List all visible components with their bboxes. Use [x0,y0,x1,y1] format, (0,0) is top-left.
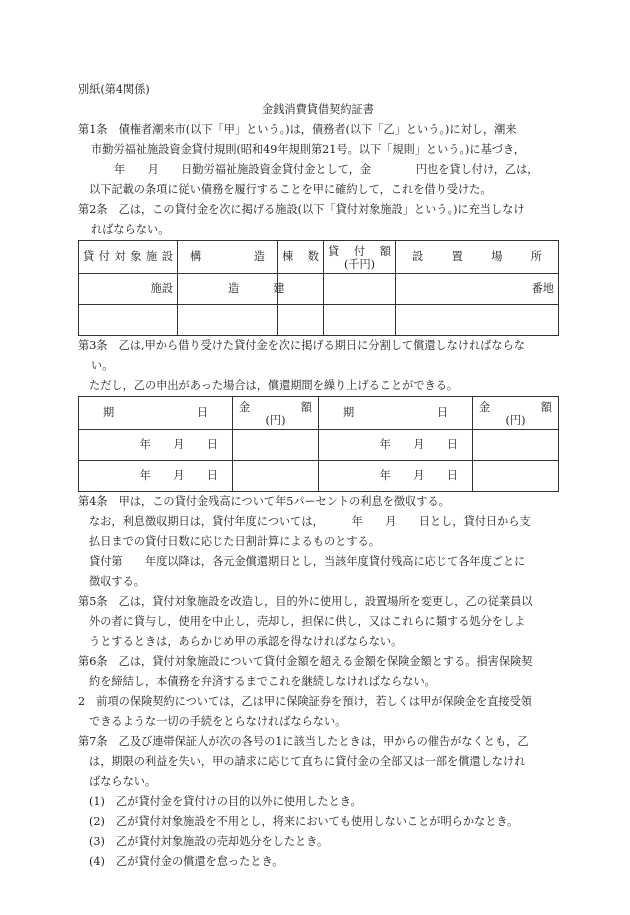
cell-amount [233,461,319,492]
facility-table-header [79,241,559,274]
article-3-line-3: ただし，乙の申出があった場合は，償還期間を繰り上げることができる。 [89,379,459,392]
article-4-line-3: 払日までの貸付日数に応じた日割計算によるものとする。 [89,535,380,548]
header-date-a: 期 [343,406,355,419]
article-1-line-3: 年 月 日勤労福祉施設資金貸付金として，金 円也を貸し付け，乙は， [114,163,539,176]
article-4-line-1: 第4条 甲は，この貸付金残高について年5パーセントの利息を徴収する。 [78,495,450,508]
cell-facility [79,305,178,336]
article-5-line-1: 第5条 乙は，貸付対象施設を改造し，目的外に使用し，設置場所を変更し，乙の従業員以 [78,595,533,608]
header-date-b: 日 [196,406,208,419]
header-amount [324,241,396,274]
document-title: 金銭消費貸借契約証書 [262,103,374,116]
article-7-line-2: は，期限の利益を失い，甲の請求に応じて直ちに貸付金の全部又は一部を償還しなけれ [89,755,526,768]
article-6-para-2-line-1: 2 前項の保険契約については，乙は甲に保険証券を預け，若しくは甲が保険金を直接受領 [78,695,532,708]
article-6-line-2: 約を締結し，本債務を弁済するまでこれを継続しなければならない。 [89,675,436,688]
facility-table-row [79,274,559,305]
header-location: 設 置 場 所 [396,241,559,274]
header-date-b: 日 [436,406,448,419]
header-amount-unit: (円) [505,414,526,427]
header-amount [233,397,319,430]
header-date-a: 期 [103,406,115,419]
article-7-line-1: 第7条 乙及び連帯保証人が次の各号の1に該当したときは，甲からの催告がなくとも，乙 [78,735,529,748]
article-7-item-1: (1) 乙が貸付金を貸付けの目的以外に使用したとき。 [89,795,362,808]
cell-amount [324,305,396,336]
header-amount-label: 貸 付 額 [328,245,391,258]
cell-count [278,305,324,336]
header-amount-b: 額 [540,401,552,414]
article-4-line-2: なお，利息徴収期日は，貸付年度については， 年 月 日とし，貸付日から支 [89,515,531,528]
cell-date: 年 月 日 [319,430,473,461]
facility-table [78,240,559,336]
repayment-table-header [79,397,559,430]
article-2-line-1: 第2条 乙は，この貸付金を次に掲げる施設(以下「貸付対象施設」という。)に充当しなけ [78,203,525,216]
article-5-line-3: うとするときは，あらかじめ甲の承認を得なければならない。 [89,635,403,648]
cell-location: 番地 [396,274,559,305]
article-1-line-2: 市勤労福祉施設資金貸付規則(昭和49年規則第21号。以下「規則」という。)に基づき， [91,143,525,156]
repayment-table-row [79,461,559,492]
header-count: 棟 数 [278,241,324,274]
article-3-line-1: 第3条 乙は,甲から借り受けた貸付金を次に掲げる期日に分割して償還しなければならな [78,339,525,352]
header-facility: 貸付対象施設 [79,241,178,274]
article-3-line-2: い。 [91,359,114,372]
cell-date: 年 月 日 [79,430,233,461]
cell-date: 年 月 日 [79,461,233,492]
article-2-line-2: ればならない。 [91,223,170,236]
cell-structure-b: 建 [273,282,285,295]
cell-amount [324,274,396,305]
article-7-item-4: (4) 乙が貸付金の償還を怠ったとき。 [89,855,284,868]
cell-amount [233,430,319,461]
facility-table-row [79,305,559,336]
cell-structure [178,305,278,336]
article-7-item-3: (3) 乙が貸付対象施設の売却処分をしたとき。 [89,835,329,848]
cell-date: 年 月 日 [319,461,473,492]
cell-facility: 施設 [79,274,178,305]
cell-structure [178,274,285,305]
header-amount [473,397,559,430]
header-structure: 構 造 [178,241,278,274]
cell-amount [473,461,559,492]
header-amount-a: 金 [239,401,251,414]
article-6-line-1: 第6条 乙は，貸付対象施設について貸付金額を超える金額を保険金額とする。損害保険契 [78,655,533,668]
article-6-para-2-line-2: できるような一切の手続をとらなければならない。 [89,715,347,728]
cell-location [396,305,559,336]
annex-label: 別紙(第4関係) [78,83,150,96]
cell-amount [473,430,559,461]
header-date [79,397,233,430]
header-amount-unit: (千円) [343,258,376,271]
contract-document [78,80,558,872]
cell-structure-a: 造 [228,282,240,295]
header-date [319,397,473,430]
header-amount-b: 額 [300,401,312,414]
article-4-line-5: 徴収する。 [89,575,145,588]
repayment-table-row [79,430,559,461]
article-1-line-1: 第1条 債権者潮来市(以下「甲」という。)は，債務者(以下「乙」という。)に対し，潮来 [78,123,517,136]
header-amount-a: 金 [479,401,491,414]
article-7-item-2: (2) 乙が貸付対象施設を不用とし，将来においても使用しないことが明らかなとき。 [89,815,519,828]
repayment-table [78,396,559,492]
article-7-line-3: ばならない。 [89,775,157,788]
article-5-line-2: 外の者に貸与し，使用を中止し，売却し，担保に供し，又はこれらに類する処分をしよ [89,615,526,628]
article-1-line-4: 以下記載の条項に従い債務を履行することを甲に確約して，これを借り受けた。 [89,183,492,196]
article-4-line-4: 貸付第 年度以降は，各元金償還期日とし，当該年度貸付残高に応じて各年度ごとに [89,555,526,568]
header-amount-unit: (円) [265,414,286,427]
